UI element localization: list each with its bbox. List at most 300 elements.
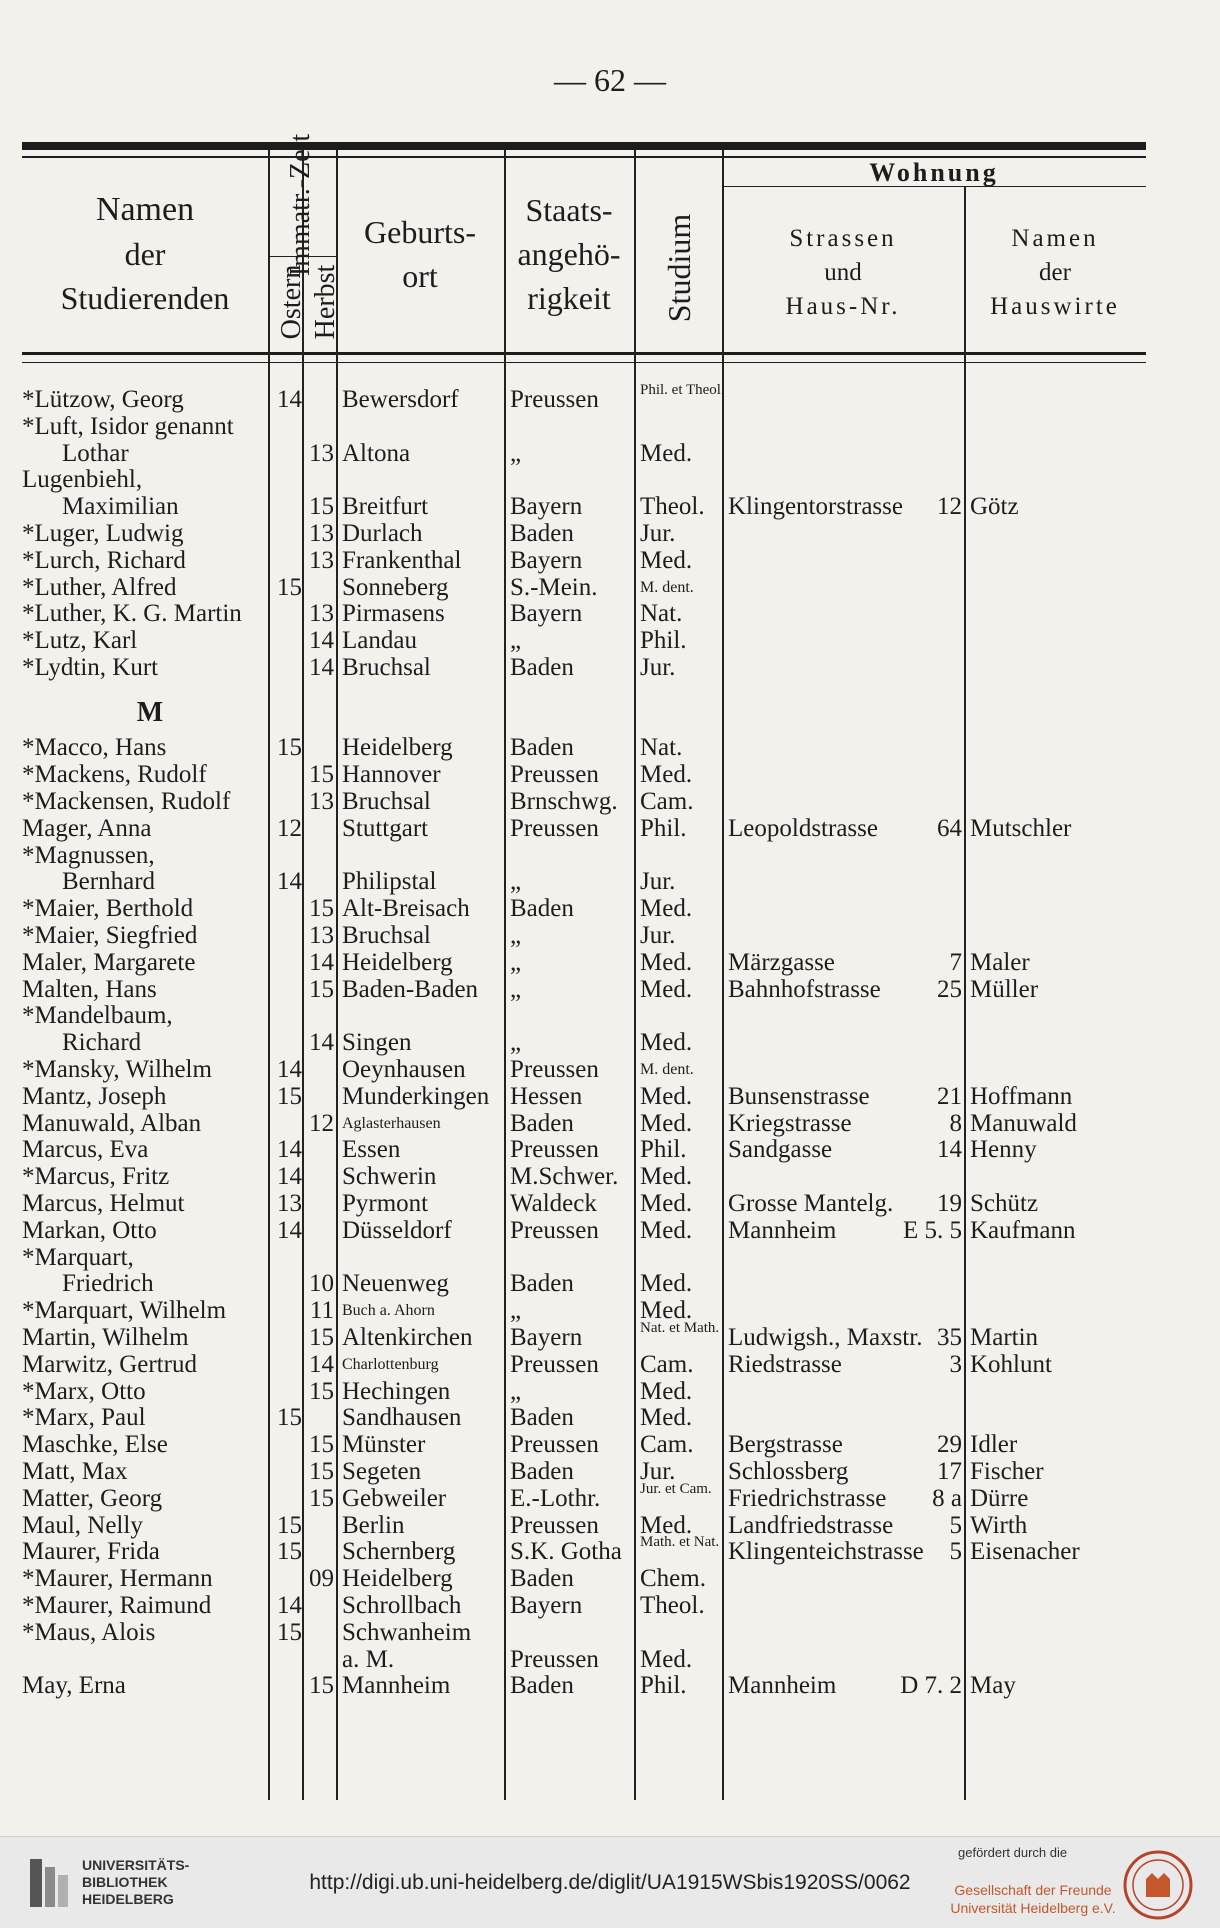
table-row [0, 842, 1220, 869]
cell-stud: Med. [640, 895, 693, 923]
cell-nr: 29 [937, 1431, 962, 1459]
cell-name: *Maier, Siegfried [22, 922, 198, 949]
cell-staat: Baden [510, 1672, 574, 1700]
cell-staat: Brnschwg. [510, 788, 618, 815]
cell-name: Maul, Nelly [22, 1511, 143, 1539]
cell-ort: Aglasterhausen [342, 1114, 441, 1132]
cell-h: 13 [309, 922, 334, 949]
cell-name: Markan, Otto [22, 1216, 157, 1244]
cell-nr: 14 [937, 1136, 962, 1164]
cell-h: 13 [309, 788, 334, 815]
cell-stud: Nat. et Math. [640, 1320, 720, 1336]
cell-o: 15 [277, 1404, 302, 1432]
cell-name: *Marquart, Wilhelm [22, 1297, 227, 1325]
sponsor-label: gefördert durch die [958, 1845, 1068, 1860]
cell-str: Kriegstrasse [728, 1109, 852, 1137]
table-row [0, 1083, 1220, 1110]
cell-staat: „ [510, 975, 522, 1003]
cell-ort: Charlottenburg [342, 1355, 439, 1373]
cell-wirt: Kaufmann [970, 1216, 1076, 1244]
cell-name: *Mackensen, Rudolf [22, 788, 231, 815]
cell-h: 15 [309, 1377, 334, 1405]
cell-stud: Phil. [640, 1136, 687, 1164]
cell-nr: 17 [937, 1458, 962, 1485]
cell-ort: Bewersdorf [342, 386, 459, 413]
cell-staat: Preussen [510, 1056, 599, 1083]
cell-staat: Baden [510, 895, 574, 923]
table-row [0, 761, 1220, 788]
cell-staat: Bayern [510, 600, 583, 628]
cell-staat: Baden [510, 1458, 574, 1485]
cell-nr: 19 [937, 1190, 962, 1217]
cell-name: *Mackens, Rudolf [22, 761, 207, 789]
table-row [0, 1565, 1220, 1592]
source-url[interactable]: http://digi.ub.uni-heidelberg.de/diglit/UA1915WSbis1920SS/0062 [309, 1871, 911, 1894]
cell-nr: 35 [937, 1324, 962, 1351]
cell-stud: Jur. [640, 1458, 676, 1485]
cell-staat: Preussen [510, 1350, 599, 1378]
cell-str: Schlossberg [728, 1458, 849, 1485]
cell-h: 14 [309, 948, 334, 976]
table-row [0, 895, 1220, 922]
cell-stud: Med. [640, 439, 693, 467]
cell-h: 15 [309, 1484, 334, 1512]
cell-ort: Sandhausen [342, 1404, 462, 1432]
header-herbst: Herbst [310, 264, 341, 340]
cell-str: Sandgasse [728, 1136, 833, 1164]
cell-h: 11 [309, 1297, 334, 1325]
table-row [0, 1404, 1220, 1431]
cell-name: Mantz, Joseph [22, 1082, 167, 1110]
cell-name: Malten, Hans [22, 975, 157, 1003]
cell-name: Lugenbiehl, [22, 466, 143, 494]
cell-staat: Baden [510, 1404, 574, 1432]
table-row [0, 868, 1220, 895]
cell-ort: Mannheim [342, 1672, 451, 1700]
table-row [0, 1619, 1220, 1646]
table-row [0, 1458, 1220, 1485]
cell-ort: Schernberg [342, 1538, 456, 1566]
cell-staat: Baden [510, 1565, 574, 1593]
cell-name: Maurer, Frida [22, 1538, 160, 1566]
cell-name: *Mansky, Wilhelm [22, 1056, 212, 1083]
cell-stud: Theol. [640, 493, 705, 521]
cell-str: Mannheim [728, 1672, 837, 1700]
cell-wirt: Eisenacher [970, 1538, 1080, 1566]
cell-wirt: Hoffmann [970, 1082, 1073, 1110]
cell-nr: 5 [949, 1511, 962, 1539]
cell-h: 15 [309, 1431, 334, 1459]
table-row [0, 1480, 1220, 1512]
cell-stud: Phil. [640, 627, 687, 655]
cell-name: Matter, Georg [22, 1484, 163, 1512]
cell-wirt: Mutschler [970, 814, 1072, 842]
cell-h: 13 [309, 439, 334, 467]
table-row [0, 1270, 1220, 1297]
section-letter-m: M [136, 696, 164, 728]
cell-ort: Schwerin [342, 1163, 437, 1191]
cell-stud: Phil. [640, 1672, 687, 1700]
cell-staat: E.-Lothr. [510, 1484, 601, 1512]
table-row [0, 413, 1220, 440]
cell-name: Lothar [62, 439, 129, 467]
cell-o: 15 [277, 1618, 302, 1646]
cell-ort: Münster [342, 1431, 426, 1459]
header-strassen: Strassen und Haus-Nr. [785, 225, 901, 320]
cell-ort: Munderkingen [342, 1082, 490, 1110]
cell-stud: M. dent. [640, 578, 694, 596]
footer-bar [0, 1836, 1220, 1928]
cell-staat: Hessen [510, 1082, 583, 1110]
cell-h: 09 [309, 1565, 334, 1593]
cell-o: 14 [277, 1592, 302, 1619]
cell-name: *Marx, Otto [22, 1377, 146, 1405]
cell-stud: Jur. [640, 868, 676, 896]
table-row [0, 1534, 1220, 1566]
cell-ort: Düsseldorf [342, 1216, 452, 1244]
cell-name: Matt, Max [22, 1458, 128, 1485]
cell-stud: Med. [640, 1163, 693, 1191]
cell-ort: Neuenweg [342, 1270, 449, 1298]
table-row [0, 627, 1220, 654]
table-row [0, 1297, 1220, 1324]
cell-nr: E 5. 5 [902, 1216, 962, 1244]
cell-str: Friedrichstrasse [728, 1484, 887, 1512]
cell-str: Bunsenstrasse [728, 1082, 870, 1110]
cell-o: 12 [277, 814, 302, 842]
cell-name: Marcus, Helmut [22, 1190, 185, 1217]
cell-staat: „ [510, 1377, 522, 1405]
cell-nr: 64 [937, 814, 962, 842]
cell-h: 10 [309, 1270, 334, 1298]
cell-staat: Bayern [510, 1592, 583, 1619]
header-wohnung: Wohnung [869, 158, 999, 187]
cell-name: *Maier, Berthold [22, 895, 194, 923]
cell-str: Märzgasse [728, 948, 835, 976]
cell-ort: Singen [342, 1029, 412, 1057]
cell-ort: Berlin [342, 1511, 405, 1539]
cell-staat: Baden [510, 1109, 574, 1137]
cell-h: 13 [309, 520, 334, 547]
table-row [0, 1592, 1220, 1619]
cell-h: 15 [309, 761, 334, 789]
cell-h: 15 [309, 1672, 334, 1700]
cell-ort: Baden-Baden [342, 975, 479, 1003]
cell-nr: 21 [937, 1082, 962, 1110]
cell-str: Bergstrasse [728, 1431, 843, 1459]
cell-ort: Heidelberg [342, 948, 453, 976]
cell-h: 14 [309, 1350, 334, 1378]
cell-ort: Hechingen [342, 1377, 451, 1405]
table-row [0, 1217, 1220, 1244]
cell-o: 15 [277, 1511, 302, 1539]
cell-name: Maximilian [62, 493, 179, 521]
cell-staat: Baden [510, 520, 574, 547]
cell-stud: Nat. [640, 600, 683, 628]
table-row [0, 1672, 1220, 1699]
cell-ort: Pyrmont [342, 1190, 429, 1217]
cell-ort: Stuttgart [342, 814, 429, 842]
cell-ort: Buch a. Ahorn [342, 1302, 435, 1320]
cell-ort: Gebweiler [342, 1484, 447, 1512]
table-row [0, 382, 1220, 413]
cell-str: Ludwigsh., Maxstr. [728, 1324, 923, 1351]
table-row [0, 1244, 1220, 1271]
cell-str: Bahnhofstrasse [728, 975, 881, 1003]
cell-staat: Baden [510, 734, 574, 762]
table-row [0, 1320, 1220, 1351]
cell-ort: Altenkirchen [342, 1324, 473, 1351]
cell-ort: Schwanheim [342, 1618, 472, 1646]
table-row [0, 1056, 1220, 1083]
cell-ort: Oeynhausen [342, 1056, 466, 1083]
top-rule-thick [22, 142, 1146, 150]
cell-h: 15 [309, 975, 334, 1003]
cell-ort: a. M. [342, 1645, 395, 1673]
cell-o: 15 [277, 1082, 302, 1110]
cell-ort: Bruchsal [342, 922, 431, 949]
table-row [0, 1646, 1220, 1673]
cell-nr: 3 [949, 1350, 962, 1378]
table-row [0, 1002, 1220, 1029]
cell-h: 12 [309, 1109, 334, 1137]
cell-name: *Mandelbaum, [22, 1002, 173, 1030]
cell-stud: Cam. [640, 788, 694, 815]
cell-name: *Maus, Alois [22, 1618, 156, 1646]
cell-nr: 7 [949, 948, 962, 976]
cell-name: Maschke, Else [22, 1431, 168, 1459]
cell-name: Marcus, Eva [22, 1136, 149, 1164]
table-row [0, 1029, 1220, 1056]
cell-staat: Bayern [510, 493, 583, 521]
cell-h: 13 [309, 600, 334, 628]
table-row [0, 600, 1220, 627]
cell-stud: Med. [640, 1511, 693, 1539]
cell-stud: Med. [640, 1029, 693, 1057]
cell-ort: Philipstal [342, 868, 437, 896]
cell-ort: Bruchsal [342, 788, 431, 815]
cell-o: 14 [277, 1056, 302, 1083]
cell-wirt: Dürre [970, 1484, 1029, 1512]
cell-nr: 8 [949, 1109, 962, 1137]
cell-stud: Med. [640, 1404, 693, 1432]
cell-staat: Bayern [510, 546, 583, 574]
cell-stud: Jur. et Cam. [640, 1480, 712, 1497]
table-row [0, 1190, 1220, 1217]
library-name: UNIVERSITÄTS- BIBLIOTHEK HEIDELBERG [82, 1857, 190, 1907]
cell-ort: Landau [342, 627, 417, 655]
table-row [0, 1136, 1220, 1163]
page-number: — 62 — [554, 62, 666, 98]
cell-nr: 25 [937, 975, 962, 1003]
cell-staat: Preussen [510, 1136, 599, 1164]
cell-name: *Marx, Paul [22, 1404, 146, 1432]
table-row [0, 1163, 1220, 1190]
cell-stud: Theol. [640, 1592, 705, 1619]
cell-name: Marwitz, Gertrud [22, 1350, 197, 1378]
cell-name: Richard [62, 1029, 142, 1057]
header-hauswirte: Namen der Hauswirte [990, 225, 1120, 320]
cell-stud: Med. [640, 1377, 693, 1405]
cell-name: *Magnussen, [22, 841, 155, 869]
cell-name: Maler, Margarete [22, 948, 196, 976]
cell-stud: M. dent. [640, 1061, 694, 1078]
cell-ort: Bruchsal [342, 654, 431, 681]
cell-wirt: Henny [970, 1136, 1037, 1164]
header-studium: Studium [661, 213, 697, 323]
header-staatsangehoerigkeit: Staats- angehö- rigkeit [517, 192, 621, 316]
cell-staat: Preussen [510, 386, 599, 413]
cell-str: Riedstrasse [728, 1350, 842, 1378]
cell-stud: Med. [640, 546, 693, 574]
cell-h: 14 [309, 627, 334, 655]
table-row [0, 654, 1220, 681]
cell-wirt: May [970, 1672, 1016, 1700]
cell-o: 14 [277, 1163, 302, 1191]
cell-h: 14 [309, 654, 334, 681]
cell-h: 15 [309, 493, 334, 521]
cell-name: *Luft, Isidor genannt [22, 412, 234, 440]
cell-ort: Heidelberg [342, 734, 453, 762]
cell-name: *Macco, Hans [22, 734, 167, 762]
table-row [0, 976, 1220, 1003]
cell-wirt: Kohlunt [970, 1350, 1052, 1378]
cell-staat: „ [510, 868, 522, 896]
cell-name: *Lützow, Georg [22, 386, 184, 413]
cell-stud: Med. [640, 1216, 693, 1244]
cell-stud: Cam. [640, 1350, 694, 1378]
cell-name: *Luger, Ludwig [22, 520, 184, 547]
cell-stud: Jur. [640, 654, 676, 681]
table-row [0, 815, 1220, 842]
cell-str: Klingentorstrasse [728, 493, 903, 521]
cell-o: 13 [277, 1190, 302, 1217]
table-row [0, 1512, 1220, 1539]
table-row [0, 788, 1220, 815]
cell-str: Landfriedstrasse [728, 1511, 894, 1539]
cell-wirt: Maler [970, 948, 1030, 976]
table-row [0, 574, 1220, 601]
cell-wirt: Fischer [970, 1458, 1044, 1485]
cell-staat: „ [510, 948, 522, 976]
cell-wirt: Wirth [970, 1511, 1028, 1539]
cell-staat: S.-Mein. [510, 573, 598, 601]
cell-str: Leopoldstrasse [728, 814, 878, 842]
cell-name: *Lydtin, Kurt [22, 654, 159, 681]
cell-h: 15 [309, 1324, 334, 1351]
cell-wirt: Martin [970, 1324, 1039, 1351]
cell-staat: Preussen [510, 814, 599, 842]
cell-stud: Math. et Nat. [640, 1534, 720, 1551]
cell-name: *Marquart, [22, 1243, 134, 1271]
cell-nr: 12 [937, 493, 962, 521]
cell-o: 14 [277, 386, 302, 413]
cell-nr: D 7. 2 [900, 1672, 962, 1700]
cell-staat: Preussen [510, 1645, 599, 1673]
cell-stud: Chem. [640, 1565, 706, 1593]
header-geburtsort: Geburts- ort [364, 214, 476, 294]
cell-stud: Phil. et Theol. [640, 382, 725, 398]
table-row [0, 440, 1220, 467]
cell-ort: Sonneberg [342, 573, 449, 601]
table-row [0, 1378, 1220, 1405]
cell-o: 15 [277, 1538, 302, 1566]
cell-name: *Maurer, Raimund [22, 1592, 212, 1619]
cell-h: 13 [309, 546, 334, 574]
sponsor-name: Gesellschaft der Freunde Universität Heidelberg e.V. [950, 1882, 1116, 1916]
cell-wirt: Idler [970, 1431, 1018, 1459]
cell-wirt: Schütz [970, 1190, 1039, 1217]
cell-staat: Waldeck [510, 1190, 597, 1217]
cell-wirt: Müller [970, 975, 1039, 1003]
cell-ort: Durlach [342, 520, 423, 547]
cell-str: Grosse Mantelg. [728, 1190, 894, 1217]
cell-name: Mager, Anna [22, 814, 152, 842]
cell-stud: Nat. [640, 734, 683, 762]
cell-staat: „ [510, 439, 522, 467]
cell-name: Manuwald, Alban [22, 1109, 202, 1137]
table-row [0, 734, 1220, 761]
table-row [0, 547, 1220, 574]
cell-name: *Marcus, Fritz [22, 1163, 170, 1191]
cell-staat: „ [510, 1297, 522, 1325]
cell-staat: „ [510, 1029, 522, 1057]
cell-str: Mannheim [728, 1216, 837, 1244]
cell-stud: Med. [640, 1190, 693, 1217]
cell-name: Bernhard [62, 868, 156, 896]
cell-name: *Lutz, Karl [22, 627, 138, 655]
cell-ort: Alt-Breisach [342, 895, 470, 923]
cell-staat: Preussen [510, 761, 599, 789]
cell-ort: Schrollbach [342, 1592, 462, 1619]
cell-o: 14 [277, 1136, 302, 1164]
cell-ort: Frankenthal [342, 546, 462, 574]
cell-ort: Pirmasens [342, 600, 445, 628]
cell-stud: Jur. [640, 520, 676, 547]
cell-str: Klingenteichstrasse [728, 1538, 924, 1566]
cell-ort: Heidelberg [342, 1565, 453, 1593]
cell-staat: Preussen [510, 1511, 599, 1539]
cell-ort: Essen [342, 1136, 401, 1164]
table-row [0, 1351, 1220, 1378]
cell-stud: Jur. [640, 922, 676, 949]
cell-staat: „ [510, 627, 522, 655]
cell-staat: M.Schwer. [510, 1163, 619, 1191]
cell-o: 15 [277, 573, 302, 601]
table-row [0, 1110, 1220, 1137]
cell-name: Martin, Wilhelm [22, 1324, 189, 1351]
cell-h: 15 [309, 1458, 334, 1485]
cell-name: *Maurer, Hermann [22, 1565, 213, 1593]
header-bottom-rule [22, 352, 1146, 355]
cell-ort: Altona [342, 439, 411, 467]
cell-o: 15 [277, 734, 302, 762]
cell-o: 14 [277, 1216, 302, 1244]
cell-staat: S.K. Gotha [510, 1538, 622, 1566]
cell-staat: Baden [510, 654, 574, 681]
cell-nr: 5 [949, 1538, 962, 1566]
cell-h: 15 [309, 895, 334, 923]
cell-ort: Segeten [342, 1458, 422, 1485]
header-immatr-zeit: Immatr.-Zeit [285, 133, 316, 277]
table-row [0, 493, 1220, 520]
cell-name: Friedrich [62, 1270, 154, 1298]
cell-staat: Preussen [510, 1216, 599, 1244]
cell-stud: Cam. [640, 1431, 694, 1459]
cell-wirt: Manuwald [970, 1109, 1077, 1137]
university-seal-icon [1122, 1849, 1194, 1921]
cell-h: 14 [309, 1029, 334, 1057]
